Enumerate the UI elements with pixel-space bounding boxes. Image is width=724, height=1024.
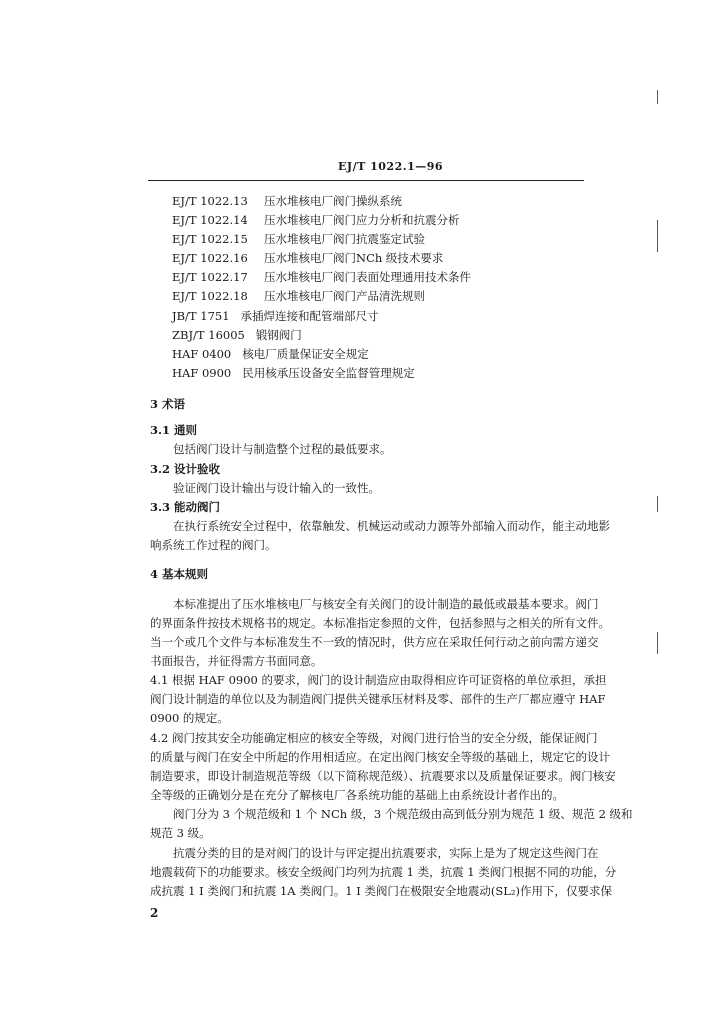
subsection-body: 验证阀门设计输出与设计输入的一致性。 xyxy=(173,481,380,495)
scan-mark xyxy=(657,496,658,512)
subsection-body: 包括阀门设计与制造整个过程的最低要求。 xyxy=(173,442,392,456)
section-heading: 3 术语 xyxy=(150,397,186,411)
paragraph-line: 本标准提出了压水堆核电厂与核安全有关阀门的设计制造的最低或最基本要求。阀门 xyxy=(173,597,599,611)
section-heading: 4 基本规则 xyxy=(150,567,209,581)
paragraph-line: 阀门分为 3 个规范级和 1 个 NCh 级，3 个规范级由高到低分别为规范 1 级、规范 2 级和 xyxy=(173,807,633,821)
page-header: EJ/T 1022.1—96 xyxy=(338,160,444,173)
reference-item: EJ/T 1022.13 压水堆核电厂阀门操纵系统 xyxy=(172,194,402,208)
subsection-heading: 3.2 设计验收 xyxy=(150,462,221,476)
header-rule xyxy=(148,180,584,181)
paragraph-line: 规范 3 级。 xyxy=(150,826,211,840)
subsection-body: 响系统工作过程的阀门。 xyxy=(150,538,277,552)
paragraph-line: 成抗震 1 I 类阀门和抗震 1A 类阀门。1 I 类阀门在极限安全地震动(SL₂)作用下，仅要求保 xyxy=(150,884,613,898)
reference-item: EJ/T 1022.16 压水堆核电厂阀门NCh 级技术要求 xyxy=(172,251,444,265)
paragraph-line: 抗震分类的目的是对阀门的设计与评定提出抗震要求，实际上是为了规定这些阀门在 xyxy=(173,846,599,860)
paragraph-line: 地震载荷下的功能要求。核安全级阀门均列为抗震 1 类，抗震 1 类阀门根据不同的功能，分 xyxy=(150,865,617,879)
scan-mark xyxy=(657,632,658,654)
paragraph-line: 的界面条件按技术规格书的规定。本标准指定参照的文件，包括参照与之相关的所有文件。 xyxy=(150,616,610,630)
scan-mark xyxy=(657,220,658,252)
reference-item: EJ/T 1022.17 压水堆核电厂阀门表面处理通用技术条件 xyxy=(172,270,471,284)
paragraph-line: 阀门设计制造的单位以及为制造阀门提供关键承压材料及零、部件的生产厂都应遵守 HAF xyxy=(150,692,606,706)
reference-item: HAF 0900 民用核承压设备安全监督管理规定 xyxy=(172,366,415,380)
page-number: 2 xyxy=(150,906,159,920)
paragraph-line: 书面报告，并征得需方书面同意。 xyxy=(150,654,323,668)
paragraph-line: 制造要求，即设计制造规范等级（以下简称规范级）、抗震要求以及质量保证要求。阀门核安 xyxy=(150,769,616,783)
reference-item: EJ/T 1022.14 压水堆核电厂阀门应力分析和抗震分析 xyxy=(172,213,460,227)
scan-mark xyxy=(657,90,658,104)
reference-item: HAF 0400 核电厂质量保证安全规定 xyxy=(172,347,369,361)
reference-item: ZBJ/T 16005 锻钢阀门 xyxy=(172,328,302,342)
reference-item: EJ/T 1022.15 压水堆核电厂阀门抗震鉴定试验 xyxy=(172,232,425,246)
subsection-body: 在执行系统安全过程中，依靠触发、机械运动或动力源等外部输入而动作，能主动地影 xyxy=(173,519,610,533)
paragraph-line: 0900 的规定。 xyxy=(150,711,229,725)
subsection-heading: 3.1 通则 xyxy=(150,423,198,437)
reference-item: JB/T 1751 承插焊连接和配管端部尺寸 xyxy=(172,309,379,323)
paragraph-line: 4.1 根据 HAF 0900 的要求，阀门的设计制造应由取得相应许可证资格的单位承担，承担 xyxy=(150,673,607,687)
paragraph-line: 全等级的正确划分是在充分了解核电厂各系统功能的基础上由系统设计者作出的。 xyxy=(150,788,564,802)
reference-item: EJ/T 1022.18 压水堆核电厂阀门产品清洗规则 xyxy=(172,289,425,303)
subsection-heading: 3.3 能动阀门 xyxy=(150,500,221,514)
paragraph-line: 的质量与阀门在安全中所起的作用相适应。在定出阀门核安全等级的基础上，规定它的设计 xyxy=(150,750,610,764)
paragraph-line: 当一个或几个文件与本标准发生不一致的情况时，供方应在采取任何行动之前向需方递交 xyxy=(150,635,599,649)
paragraph-line: 4.2 阀门按其安全功能确定相应的核安全等级，对阀门进行恰当的安全分级，能保证阀门 xyxy=(150,731,598,745)
